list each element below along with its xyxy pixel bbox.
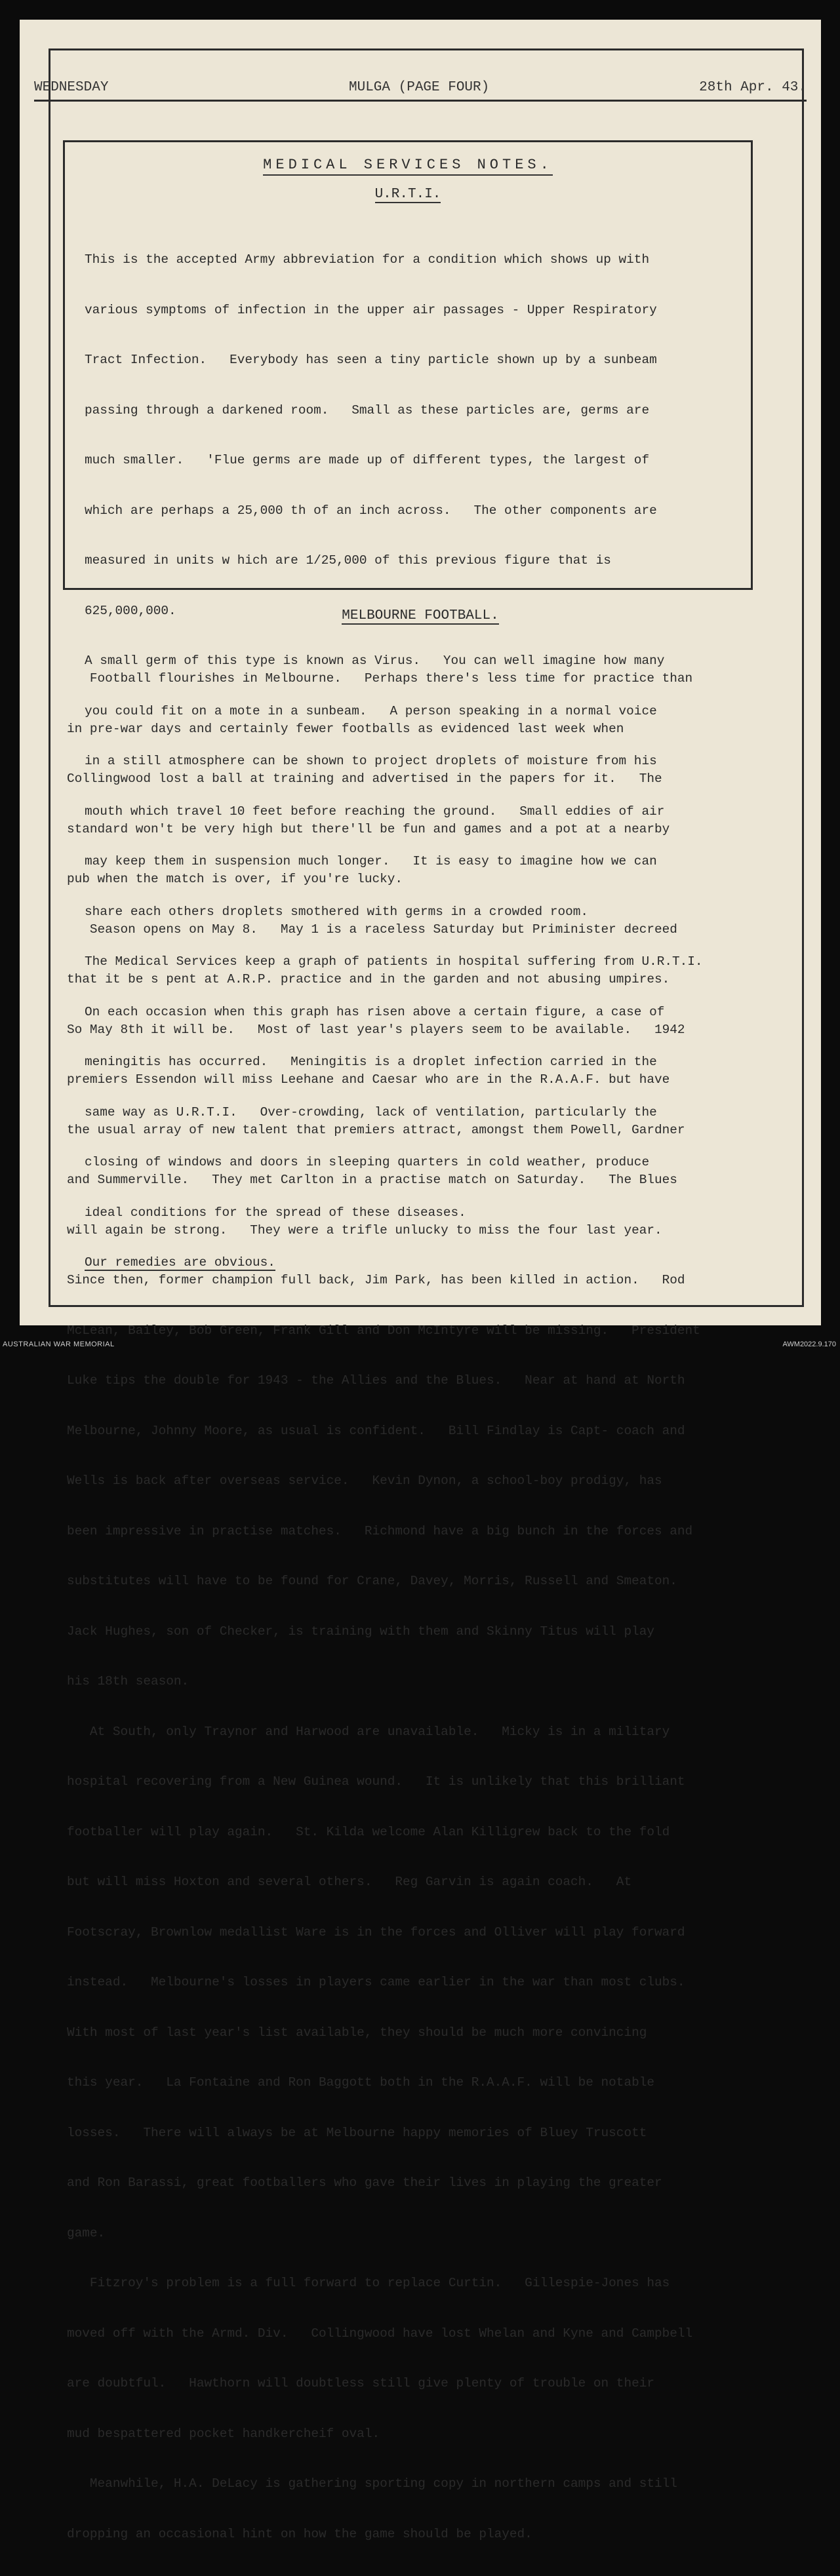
football-line: standard won't be very high but there'll be fun and games and a pot at a nearby [67,821,670,836]
football-title: MELBOURNE FOOTBALL. [342,608,499,623]
football-line: Melbourne, Johnny Moore, as usual is confident. Bill Findlay is Capt- coach and [67,1423,685,1438]
medical-line: On each occasion when this graph has risen above a certain figure, a case of [85,1004,665,1019]
football-line: McLean, Bailey, Bob Green, Frank Gill and Don McIntyre will be missing. President [67,1323,700,1338]
medical-line: various symptoms of infection in the upper air passages - Upper Respiratory [85,302,657,317]
football-line: hospital recovering from a New Guinea wound. It is unlikely that this brilliant [67,1774,685,1789]
football-line: in pre-war days and certainly fewer footballs as evidenced last week when [67,721,624,736]
football-line: instead. Melbourne's losses in players came earlier in the war than most clubs. [67,1975,685,1989]
medical-line: you could fit on a mote in a sunbeam. A person speaking in a normal voice [85,703,657,718]
football-line: Since then, former champion full back, Jim Park, has been killed in action. Rod [67,1273,685,1287]
medical-line: much smaller. 'Flue germs are made up of different types, the largest of [85,453,650,467]
medical-closing-line: Our remedies are obvious. [85,1255,275,1270]
medical-line: in a still atmosphere can be shown to project droplets of moisture from his [85,754,657,768]
medical-line: passing through a darkened room. Small as these particles are, germs are [85,402,650,418]
football-line: his 18th season. [67,1674,190,1688]
football-line: moved off with the Armd. Div. Collingwood have lost Whelan and Kyne and Campbell [67,2326,693,2341]
header-page: MULGA (PAGE FOUR) [349,80,490,95]
football-line: this year. La Fontaine and Ron Baggott both in the R.A.A.F. will be notable [67,2075,654,2090]
football-line: mud bespattered pocket handkercheif oval. [67,2426,380,2441]
football-line: and Summerville. They met Carlton in a practise match on Saturday. The Blues [67,1173,677,1187]
medical-line: may keep them in suspension much longer. It is easy to imagine how we can [85,854,657,868]
football-line: pub when the match is over, if you're lucky. [67,872,403,886]
football-line: but will miss Hoxton and several others. Reg Garvin is again coach. At [67,1875,632,1889]
football-line: So May 8th it will be. Most of last year's players seem to be available. 1942 [67,1022,685,1037]
football-line: been impressive in practise matches. Richmond have a big bunch in the forces and [67,1523,693,1538]
football-line: and Ron Barassi, great footballers who gave their lives in playing the greater [67,2176,662,2190]
medical-line: measured in units w hich are 1/25,000 of this previous figure that is [85,553,611,568]
football-line: game. [67,2225,106,2240]
football-line: Jack Hughes, son of Checker, is training with them and Skinny Titus will play [67,1624,654,1639]
football-line: premiers Essendon will miss Leehane and Caesar who are in the R.A.A.F. but have [67,1072,670,1087]
football-line: Season opens on May 8. May 1 is a raceless Saturday but Priminister decreed [67,922,677,937]
header-date: 28th Apr. 43. [699,80,807,95]
medical-line: which are perhaps a 25,000 th of an inch across. The other components are [85,503,657,518]
football-line: Collingwood lost a ball at training and advertised in the papers for it. The [67,771,662,786]
page-header [34,79,807,102]
football-line: are doubtful. Hawthorn will doubtless still give plenty of trouble on their [67,2376,654,2391]
football-line: Meanwhile, H.A. DeLacy is gathering sporting copy in northern camps and still [67,2476,677,2491]
football-line: Football flourishes in Melbourne. Perhaps there's less time for practice than [67,671,693,686]
medical-line: 625,000,000. [85,603,176,618]
football-line: substitutes will have to be found for Crane, Davey, Morris, Russell and Smeaton. [67,1574,677,1588]
medical-line: meningitis has occurred. Meningitis is a droplet infection carried in the [85,1055,657,1069]
archive-credit: AUSTRALIAN WAR MEMORIAL [3,1340,115,1348]
medical-line: closing of windows and doors in sleeping quarters in cold weather, produce [85,1155,650,1169]
football-line: Luke tips the double for 1943 - the Allies and the Blues. Near at hand at North [67,1373,685,1388]
medical-line: mouth which travel 10 feet before reaching the ground. Small eddies of air [85,804,665,819]
archive-reference: AWM2022.9.170 [782,1340,836,1348]
medical-subtitle: U.R.T.I. [374,187,441,202]
medical-line: This is the accepted Army abbreviation for a condition which shows up with [85,252,650,267]
medical-title: MEDICAL SERVICES NOTES. [263,157,553,176]
football-line: losses. There will always be at Melbourne happy memories of Bluey Truscott [67,2125,647,2140]
football-line: Wells is back after overseas service. Kevin Dynon, a school-boy prodigy, has [67,1473,662,1488]
football-line: the usual array of new talent that premiers attract, amongst them Powell, Gardner [67,1122,685,1137]
football-line: dropping an occasional hint on how the game should be played. [67,2526,532,2541]
football-line: footballer will play again. St. Kilda welcome Alan Killigrew back to the fold [67,1824,670,1839]
football-line: Footscray, Brownlow medallist Ware is in the forces and Olliver will play forward [67,1924,685,1940]
medical-line: share each others droplets smothered with germs in a crowded room. [85,904,588,919]
football-line: At South, only Traynor and Harwood are unavailable. Micky is in a military [67,1724,670,1739]
medical-line: The Medical Services keep a graph of patients in hospital suffering from U.R.T.I. [85,954,703,969]
medical-line: same way as U.R.T.I. Over-crowding, lack of ventilation, particularly the [85,1104,657,1120]
football-line: that it be s pent at A.R.P. practice and in the garden and not abusing umpires. [67,972,670,986]
medical-line: ideal conditions for the spread of these diseases. [85,1205,466,1220]
medical-line: A small germ of this type is known as Virus. You can well imagine how many [85,654,665,668]
football-line: With most of last year's list available, they should be much more convincing [67,2025,647,2040]
medical-line: Tract Infection. Everybody has seen a tiny particle shown up by a sunbeam [85,353,657,367]
football-body [67,637,801,2576]
football-line: will again be strong. They were a trifle unlucky to miss the four last year. [67,1222,662,1238]
football-line: Fitzroy's problem is a full forward to replace Curtin. Gillespie-Jones has [67,2276,670,2290]
header-day: WEDNESDAY [34,80,109,95]
